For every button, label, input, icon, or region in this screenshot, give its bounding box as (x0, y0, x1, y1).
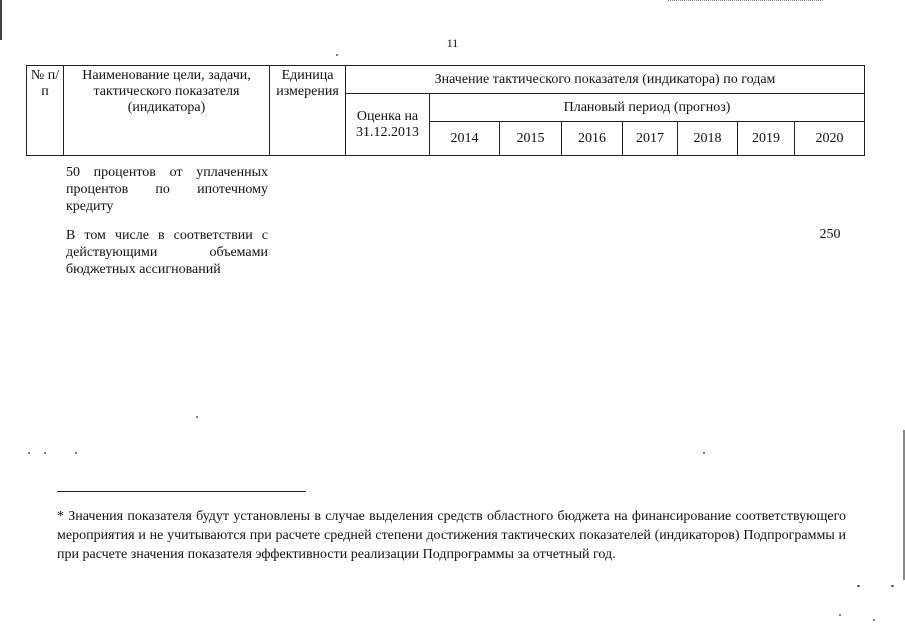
header-year: 2020 (795, 122, 865, 156)
scan-edge-top (668, 0, 823, 1)
header-estimate: Оценка на 31.12.2013 (346, 94, 430, 156)
header-year: 2018 (678, 122, 738, 156)
scan-speck (196, 416, 198, 418)
footnote: * Значения показателя будут установлены в случае выделения средств областного бюджета на финансирование соответствующего мероприятия и не учитываются при расчете средней степени достижения тактических показателей (индикаторов) Подпрограммы и при расчете значения показателя эффективности реализации Подпрограммы за отчетный год. (57, 509, 846, 562)
scan-speck (839, 614, 841, 616)
row-name: 50 процентов от уплаченных процентов по ипотечному кредиту (66, 165, 268, 214)
header-num: № п/п (27, 66, 64, 156)
scan-speck (873, 619, 875, 621)
indicator-table-header (26, 65, 865, 156)
scan-speck (857, 585, 860, 587)
page-number: 11 (446, 36, 459, 50)
header-year: 2019 (738, 122, 795, 156)
footnote-divider (57, 491, 306, 492)
scan-edge-left (0, 0, 2, 40)
row-name: В том числе в соответствии с действующими объемами бюджетных ассигнований (66, 228, 268, 277)
scan-speck (891, 585, 894, 587)
header-year: 2014 (430, 122, 500, 156)
scan-speck (28, 452, 30, 454)
scan-speck (75, 452, 77, 454)
scan-speck (336, 54, 338, 56)
header-name: Наименование цели, задачи, тактического показателя (индикатора) (64, 66, 270, 156)
row-value-2020: 250 (819, 227, 841, 242)
scan-speck (44, 452, 46, 454)
header-plan-period: Плановый период (прогноз) (430, 94, 865, 122)
header-year: 2016 (562, 122, 623, 156)
header-year: 2015 (500, 122, 562, 156)
header-unit: Единица измерения (270, 66, 346, 156)
header-year: 2017 (623, 122, 678, 156)
scan-speck (703, 452, 705, 454)
header-values: Значение тактического показателя (индикатора) по годам (346, 66, 865, 94)
